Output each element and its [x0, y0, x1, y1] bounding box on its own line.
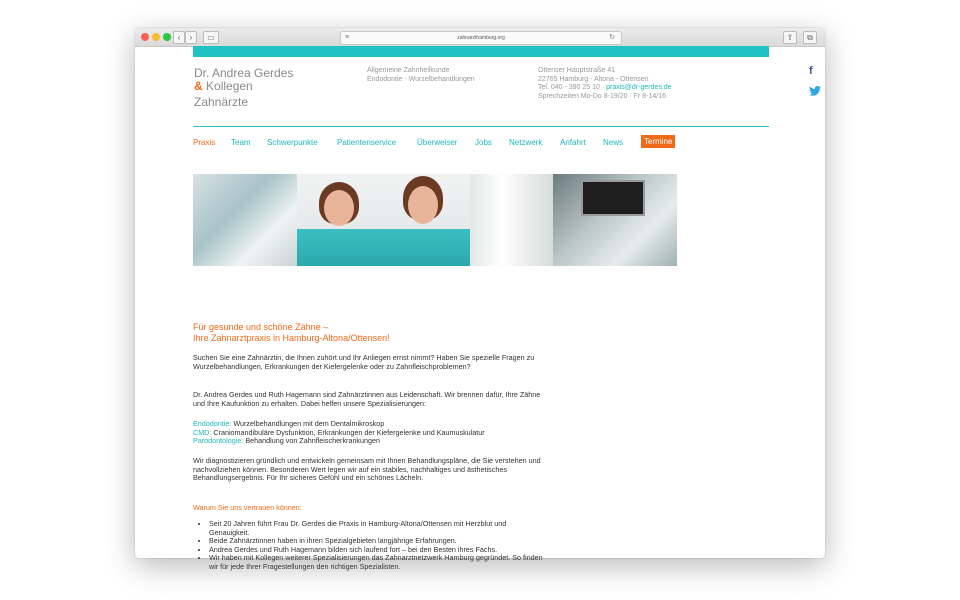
headline [193, 322, 543, 343]
twitter-icon[interactable] [809, 83, 821, 95]
spec-label-parodontologie[interactable]: Parodontologie: [193, 436, 244, 446]
nav-item-termine[interactable]: Termine [641, 135, 675, 148]
trust-list [193, 520, 543, 572]
spec-text: Behandlung von Zahnfleischerkrankungen [243, 436, 381, 446]
intro-paragraph [193, 354, 543, 371]
opening-hours: Sprechzeiten Mo-Do 8-19/20 · Fr 8-14/16 [538, 92, 667, 100]
spec-text: Craniomandibuläre Dysfunktion, Erkrankungen der Kiefergelenke und Kaumuskulatur [211, 427, 485, 437]
dental-chair-photo [193, 174, 297, 266]
back-button[interactable]: ‹ [173, 31, 185, 44]
reader-icon[interactable]: ≡ [345, 34, 350, 41]
services-info [367, 67, 475, 84]
contact-info [538, 67, 672, 101]
forward-button[interactable]: › [185, 31, 197, 44]
list-item: • Beide Zahnärztinnen haben in ihren Spezialgebieten langjährige Erfahrungen. [209, 537, 543, 546]
diagnosis-paragraph [193, 457, 543, 483]
headline-line: Für gesunde und schöne Zähne – [193, 322, 329, 332]
phone-number: Tel. 040 - 390 25 10 · [538, 84, 605, 91]
fullscreen-window-button[interactable] [163, 33, 171, 41]
top-accent-bar [193, 46, 769, 57]
sidebar-toggle-button[interactable]: ▭ [203, 31, 219, 44]
facebook-icon[interactable]: f [809, 65, 813, 77]
header-divider [193, 126, 769, 127]
url-text: zahnarzthamburg.org [457, 35, 505, 41]
list-item: • Andrea Gerdes und Ruth Hagemann bilden sich laufend fort – bei den Besten ihres Fachs. [209, 546, 543, 555]
trust-heading [193, 504, 543, 513]
nav-item-netzwerk[interactable]: Netzwerk [509, 138, 543, 147]
spec-text: Wurzelbehandlungen mit dem Dentalmikroskop [231, 419, 385, 428]
spec-label-cmd[interactable]: CMD: [193, 427, 212, 437]
share-button[interactable]: ⇪ [783, 31, 797, 44]
nav-item-news[interactable]: News [603, 138, 624, 147]
address-street: Ottenser Hauptstraße 41 [538, 67, 616, 74]
nav-item-anfahrt[interactable]: Anfahrt [560, 138, 586, 147]
team-paragraph [193, 391, 543, 408]
list-item: • Seit 20 Jahren führt Frau Dr. Gerdes die Praxis in Hamburg-Altona/Ottensen mit Herzblut und Genauigkeit. [209, 520, 543, 537]
address-bar[interactable] [340, 31, 622, 45]
specializations-list [193, 420, 543, 446]
logo-zahnaerzte: Zahnärzte [194, 95, 249, 109]
close-window-button[interactable] [141, 33, 149, 41]
site-logo[interactable] [194, 67, 293, 109]
web-page [135, 46, 825, 571]
xray-consultation-photo [553, 174, 677, 266]
xray-screen [581, 180, 645, 216]
trust-heading-text: Warum Sie uns vertrauen können: [193, 503, 302, 512]
dentist-face [408, 186, 438, 224]
list-item: • Wir haben mit Kollegen weiterer Spezialisierungen das Zahnarztnetzwerk Hamburg gegründet. So finden wir für jede Ihrer Fragestellungen den richtigen Spezialisten. [209, 554, 543, 571]
hero-image-strip [193, 174, 677, 266]
email-link[interactable]: praxis@dr-gerdes.de [606, 84, 672, 91]
paragraph-text: Dr. Andrea Gerdes und Ruth Hagemann sind Zahnärztinnen aus Leidenschaft. Wir brennen dafür, Ihre Zähne und Ihre Kaufunktion zu erhalten. Dabei helfen unsere Spezialisierungen: [193, 390, 541, 408]
services-line: Endodontie - Wurzelbehandlungen [367, 75, 475, 83]
dentist-face [324, 190, 354, 226]
paragraph-text: Suchen Sie eine Zahnärztin, die Ihnen zuhört und Ihr Anliegen ernst nimmt? Haben Sie spezielle Fragen zu Wurzelbehandlungen, Erkrankungen der Kiefergelenke oder zu Zahnfleischproblemen? [193, 353, 535, 371]
nav-item-schwerpunkte[interactable]: Schwerpunkte [267, 138, 318, 147]
headline-line: Ihre Zahnarztpraxis in Hamburg-Altona/Ottensen! [193, 332, 390, 343]
browser-toolbar [135, 28, 825, 47]
nav-item-jobs[interactable]: Jobs [475, 138, 492, 147]
spec-label-endodontie[interactable]: Endodontie: [193, 419, 232, 428]
logo-ampersand: & [194, 79, 203, 93]
logo-name: Dr. Andrea Gerdes [194, 66, 294, 80]
practice-interior-photo [470, 174, 553, 266]
address-city: 22765 Hamburg - Altona - Ottensen [538, 75, 649, 83]
minimize-window-button[interactable] [152, 33, 160, 41]
team-photo [297, 174, 470, 266]
nav-item-ueberweiser[interactable]: Überweiser [417, 138, 458, 147]
reload-icon[interactable]: ↻ [609, 34, 615, 41]
paragraph-text: Wir diagnostizieren gründlich und entwickeln gemeinsam mit Ihnen Behandlungspläne, die Sie verstehen und nachvollziehen können. Besonderen Wert legen wir auf ein stabiles, nachhaltiges und ästhetisches Behandlungsergebnis. Für Ihr sicheres Gefühl und ein schönes Lächeln. [193, 456, 541, 483]
nav-item-team[interactable]: Team [231, 138, 251, 147]
nav-item-praxis[interactable]: Praxis [193, 138, 216, 147]
nav-item-patientenservice[interactable]: Patientenservice [337, 138, 397, 147]
services-line: Allgemeine Zahnheilkunde [367, 67, 450, 74]
tabs-overview-button[interactable]: ⧉ [803, 31, 817, 44]
browser-window [135, 28, 825, 571]
logo-kollegen: Kollegen [206, 79, 253, 93]
